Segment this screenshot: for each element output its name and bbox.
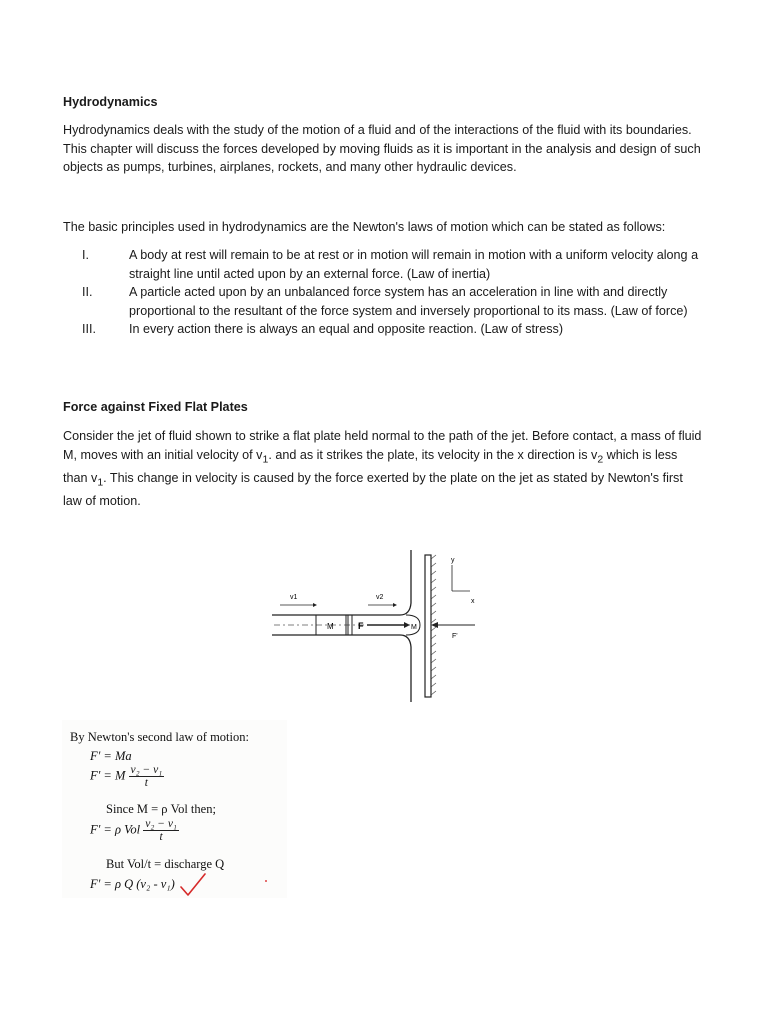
label-x: x [471,598,475,605]
label-f-prime: F' [452,633,458,640]
checkmark-icon [178,872,208,898]
equation-f-ma: F' = Ma [90,749,132,763]
fixed-plate [425,555,431,697]
equation-since-m: Since M = ρ Vol then; [106,802,216,816]
list-item [63,283,703,320]
equation-f-rho-q: F' = ρ Q (v₂ - v₁) [90,877,175,891]
equation-heading: By Newton's second law of motion: [70,730,249,744]
jet-plate-diagram [270,545,490,705]
equation-but-vol-t: But Vol/t = discharge Q [106,857,225,871]
newton-laws-list [63,246,703,339]
label-m-right: M [411,624,417,631]
list-item [63,320,703,339]
intro-paragraph: Hydrodynamics deals with the study of the motion of a fluid and of the interactions of the fluid with its boundaries. This chapter will discuss the forces developed by moving fluids as it is important in the analysis and design of such objects as pumps, turbines, airplanes, rockets, and many other hydraulic devices. [63,123,701,174]
section-heading-fixed-plates: Force against Fixed Flat Plates [63,400,248,414]
equation-f-rho-vol: F' = ρ Vol $\frac{\text{v₂ − v₁}}{t}$ [90,818,177,843]
section-heading-hydrodynamics: Hydrodynamics [63,95,158,109]
list-item [63,246,703,283]
jet-lower-wall [272,635,411,702]
list-item-number: III. [82,322,96,336]
label-force: F [358,621,364,631]
label-v1: v1 [290,594,298,601]
list-item-number: II. [82,285,93,299]
label-v2: v2 [376,594,384,601]
list-item-text: In every action there is always an equal and opposite reaction. (Law of stress) [129,322,564,336]
list-item-number: I. [82,248,89,262]
label-m-left: M [327,622,334,631]
force-equation-block [62,720,287,898]
list-item-text: A body at rest will remain to be at rest or in motion will remain in motion with a uniform velocity along a straight line until acted upon by an external force. (Law of inertia) [129,248,699,281]
fixed-plate-paragraph: Consider the jet of fluid shown to strike a flat plate held normal to the path of the jet. Before contact, a mass of fluid M, moves with an initial velocity of $v_1$. and as it strikes the plate, its velocity in the x direction is $v_2$ which is less than $v_1$. This change in velocity is caused by the force exerted by the plate on the jet as stated by Newton's first law of motion. [63,429,702,508]
principles-lead-paragraph: The basic principles used in hydrodynamics are the Newton's laws of motion which can be stated as follows: [63,220,666,234]
label-y: y [451,557,455,564]
equation-f-m-dv: F' = M $\frac{\text{v₂ − v₁}}{t}$ [90,764,163,789]
red-dot-mark [265,880,267,882]
list-item-text: A particle acted upon by an unbalanced force system has an acceleration in line with and directly proportional to the resultant of the force system and inversely proportional to its mass. (Law of force) [129,285,688,318]
